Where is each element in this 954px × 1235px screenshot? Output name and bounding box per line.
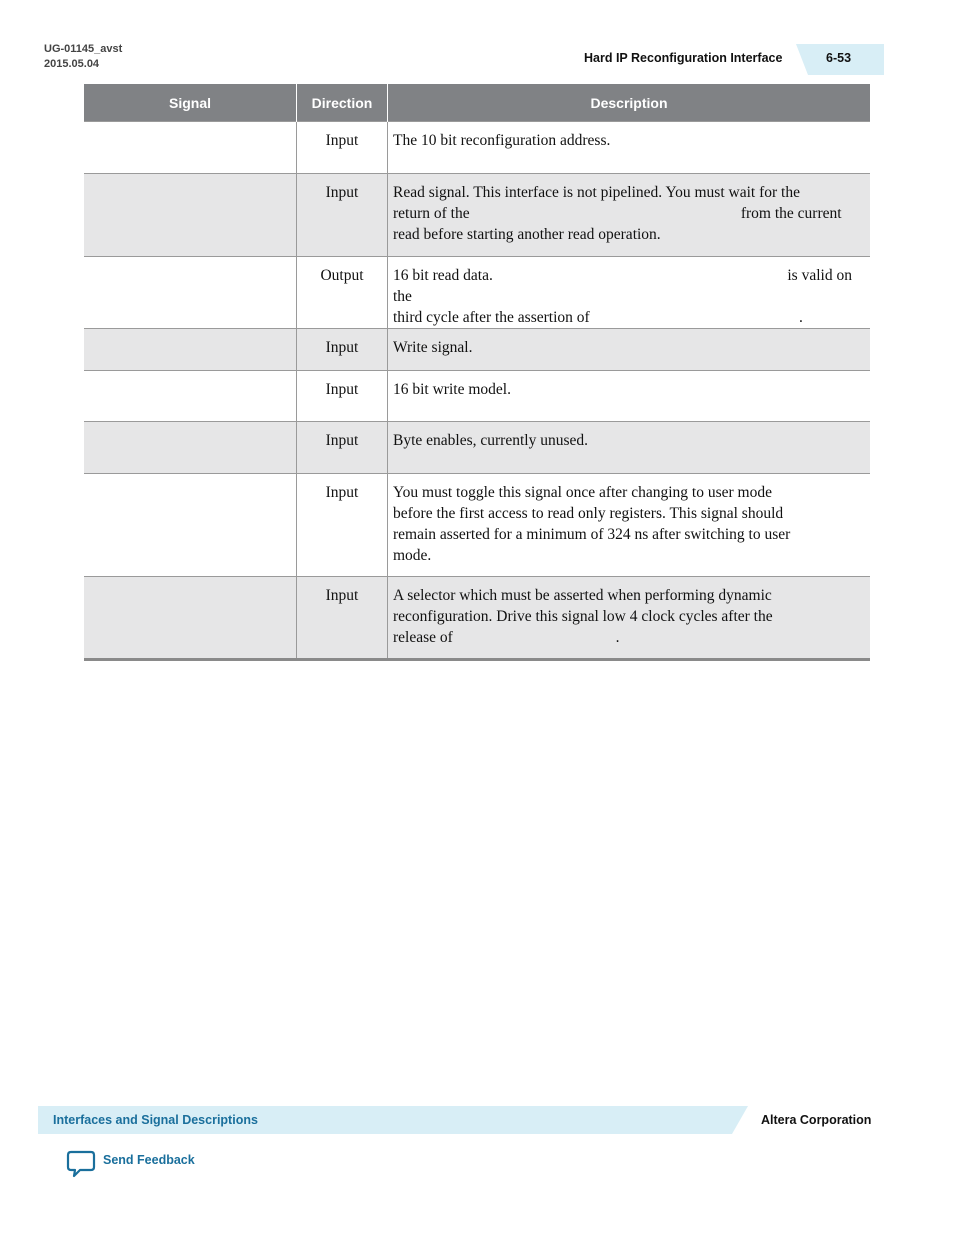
description-text: is valid on the: [393, 267, 852, 305]
description-cell: [388, 577, 871, 660]
description-text: release of: [393, 629, 453, 646]
direction-cell: Input: [297, 371, 388, 422]
description-text: .: [798, 309, 803, 326]
signal-cell: [84, 257, 297, 329]
description-text: mode.: [393, 547, 432, 564]
speech-bubble-icon[interactable]: [66, 1150, 96, 1178]
signal-cell: [84, 422, 297, 474]
signal-cell: [84, 122, 297, 174]
doc-id: UG-01145_avst: [44, 43, 123, 55]
description-text: reconfiguration. Drive this signal low 4 clock cycles after the: [393, 608, 773, 625]
direction-cell: Input: [297, 577, 388, 660]
description-text: read before starting another read operation.: [393, 226, 661, 243]
table-row: [84, 329, 870, 371]
column-header-signal: Signal: [84, 84, 297, 122]
description-text: before the first access to read only registers. This signal should: [393, 505, 784, 522]
description-text: You must toggle this signal once after changing to user mode: [393, 484, 772, 501]
signal-cell: [84, 174, 297, 257]
column-header-description: Description: [388, 84, 871, 122]
direction-cell: Input: [297, 422, 388, 474]
doc-id-block: [44, 42, 122, 72]
table-row: [84, 122, 870, 174]
direction-cell: Input: [297, 122, 388, 174]
description-text: return of the: [393, 205, 470, 222]
description-cell: [388, 474, 871, 577]
direction-cell: Input: [297, 174, 388, 257]
description-text: The 10 bit reconfiguration address.: [393, 132, 611, 149]
description-cell: [388, 174, 871, 257]
description-cell: [388, 122, 871, 174]
description-cell: [388, 371, 871, 422]
column-header-direction: Direction: [297, 84, 388, 122]
signal-cell: [84, 371, 297, 422]
description-text: 16 bit read data.: [393, 267, 493, 284]
footer-section-link[interactable]: Interfaces and Signal Descriptions: [53, 1113, 258, 1127]
description-text: Read signal. This interface is not pipelined. You must wait for the: [393, 184, 800, 201]
description-text: Write signal.: [393, 339, 473, 356]
description-text: remain asserted for a minimum of 324 ns after switching to user: [393, 526, 791, 543]
table-row: [84, 371, 870, 422]
direction-cell: Output: [297, 257, 388, 329]
description-text: Byte enables, currently unused.: [393, 432, 588, 449]
signal-cell: [84, 474, 297, 577]
footer-company: Altera Corporation: [761, 1113, 872, 1127]
page-number: 6-53: [826, 51, 852, 65]
table-row: [84, 174, 870, 257]
direction-cell: Input: [297, 474, 388, 577]
header-title: Hard IP Reconfiguration Interface: [584, 51, 783, 65]
direction-cell: Input: [297, 329, 388, 371]
table-row: [84, 422, 870, 474]
table-row: [84, 257, 870, 329]
description-text: .: [615, 629, 620, 646]
signal-table: [84, 84, 870, 661]
description-text: 16 bit write model.: [393, 381, 511, 398]
description-cell: [388, 422, 871, 474]
description-cell: [388, 257, 871, 329]
table-row: [84, 474, 870, 577]
description-text: A selector which must be asserted when performing dynamic: [393, 587, 772, 604]
description-text: third cycle after the assertion of: [393, 309, 590, 326]
signal-cell: [84, 577, 297, 660]
signal-cell: [84, 329, 297, 371]
table-header-row: [84, 84, 870, 122]
send-feedback-link[interactable]: Send Feedback: [103, 1153, 195, 1167]
description-cell: [388, 329, 871, 371]
doc-date: 2015.05.04: [44, 58, 100, 70]
description-text: from the current: [740, 205, 842, 222]
table-row: [84, 577, 870, 660]
